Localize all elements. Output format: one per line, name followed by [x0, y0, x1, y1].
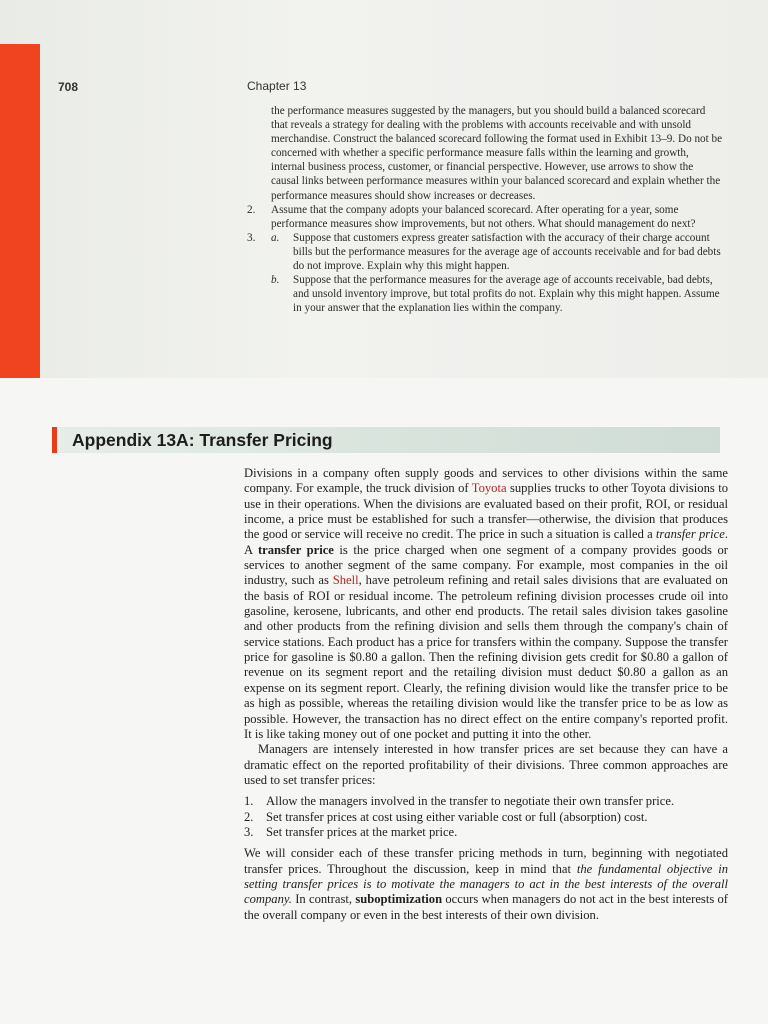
list-text: Set transfer prices at cost using either variable cost or full (absorption) cost. — [266, 809, 648, 824]
subitem-letter: a. — [271, 231, 280, 244]
paragraph-1: Divisions in a company often supply goods and services to other divisions within the same company. For example, the truck division of Toyota supplies trucks to other Toyota divisions to use in their operations. When the divisions are evaluated based on their profit, ROI, or residual income, a price must be established for such a transfer—otherwise, the division that produces the good or service will receive no credit. The price in such a situation is called a transfer price. A transfer price is the price charged when one segment of a company provides goods or services to another segment of the same company. For example, most companies in the oil industry, such as Shell, have petroleum refining and retail sales divisions that are evaluated on the basis of ROI or residual income. The petroleum refining division processes crude oil into gasoline, kerosene, lubricants, and other end products. The retail sales division takes gasoline and other products from the refining division and sells them through the company's chain of service stations. Each product has a price for transfers within the company. Suppose the transfer price for gasoline is $0.80 a gallon. Then the refining division gets credit for $0.80 a gallon of revenue on its segment report and the retailing division must deduct $0.80 a gallon as an expense on its segment report. Clearly, the refining division would like the transfer price to be as high as possible, whereas the retailing division would like the transfer price to be as low as possible. However, the transaction has no direct effect on the entire company's reported profit. It is like taking money out of one pocket and putting it into the other. — [244, 466, 728, 741]
list-number: 1. — [244, 794, 254, 809]
problem-item-text: Assume that the company adopts your balanced scorecard. After operating for a year, some performance measures show improvements, but not others. What should management do next? — [271, 203, 696, 230]
appendix-body — [244, 466, 728, 923]
problem-item-2 — [247, 203, 723, 231]
company-toyota: Toyota — [471, 481, 507, 496]
chapter-color-tab — [0, 44, 40, 378]
list-number: 3. — [244, 824, 254, 839]
list-item — [244, 825, 728, 840]
subitem-text: Suppose that customers express greater satisfaction with the accuracy of their charge account bills but the performance measures for the average age of accounts receivable and for bad debts do not improve. Explain why this might happen. — [293, 231, 721, 273]
problem-item-number: 3. — [247, 231, 256, 244]
company-shell: Shell — [332, 573, 359, 588]
appendix-heading-accent — [52, 427, 57, 453]
list-text: Set transfer prices at the market price. — [266, 824, 458, 839]
term-italic: transfer price — [655, 527, 725, 542]
problem-item-3 — [247, 231, 723, 273]
key-term-transfer-price: transfer price — [257, 542, 334, 557]
appendix-title: Appendix 13A: Transfer Pricing — [72, 430, 333, 450]
paragraph-3: We will consider each of these transfer pricing methods in turn, beginning with negotiated transfer prices. Throughout the discussion, keep in mind that the fundamental objective in setting transfer prices is to motivate the managers to act in the best interests of the overall company. In contrast, suboptimization occurs when managers do not act in the best interests of the overall company or even in the best interests of their own division. — [244, 846, 729, 922]
key-objective: the fundamental objective in setting transfer prices is to motivate the managers to act in the best interests of the overall company. — [244, 861, 728, 907]
list-number: 2. — [244, 809, 254, 824]
list-item — [244, 794, 728, 809]
problem-continuation-text: the performance measures suggested by the managers, but you should build a balanced scorecard that reveals a strategy for dealing with the problems with accounts receivable and with unsold merchandise. Construct the balanced scorecard following the format used in Exhibit 13–9. Do not be concerned with whether a specific performance measure falls within the learning and growth, internal business process, customer, or financial perspective. However, use arrows to show the causal links between performance measures within your balanced scorecard and explain whether the performance measures should show increases or decreases. — [271, 105, 723, 202]
key-term-suboptimization: suboptimization — [355, 892, 443, 907]
paragraph-2: Managers are intensely interested in how transfer prices are set because they can have a dramatic effect on the reported profitability of their divisions. Three common approaches are used to set transfer prices: — [244, 742, 728, 787]
page-number: 708 — [58, 80, 79, 94]
list-item — [244, 810, 728, 825]
subitem-letter: b. — [271, 274, 280, 287]
problem-subitem-a — [271, 231, 723, 273]
list-text: Allow the managers involved in the transfer to negotiate their own transfer price. — [266, 794, 675, 809]
chapter-label: Chapter 13 — [247, 79, 307, 93]
problem-item-number: 2. — [247, 203, 256, 216]
problem-subitem-b — [271, 273, 723, 315]
subitem-text: Suppose that the performance measures for the average age of accounts receivable, bad debts, and unsold inventory improve, but total profits do not. Explain why this might happen. Assume in your answer that the explanation lies within the company. — [293, 274, 720, 315]
problem-continuation — [247, 104, 723, 315]
